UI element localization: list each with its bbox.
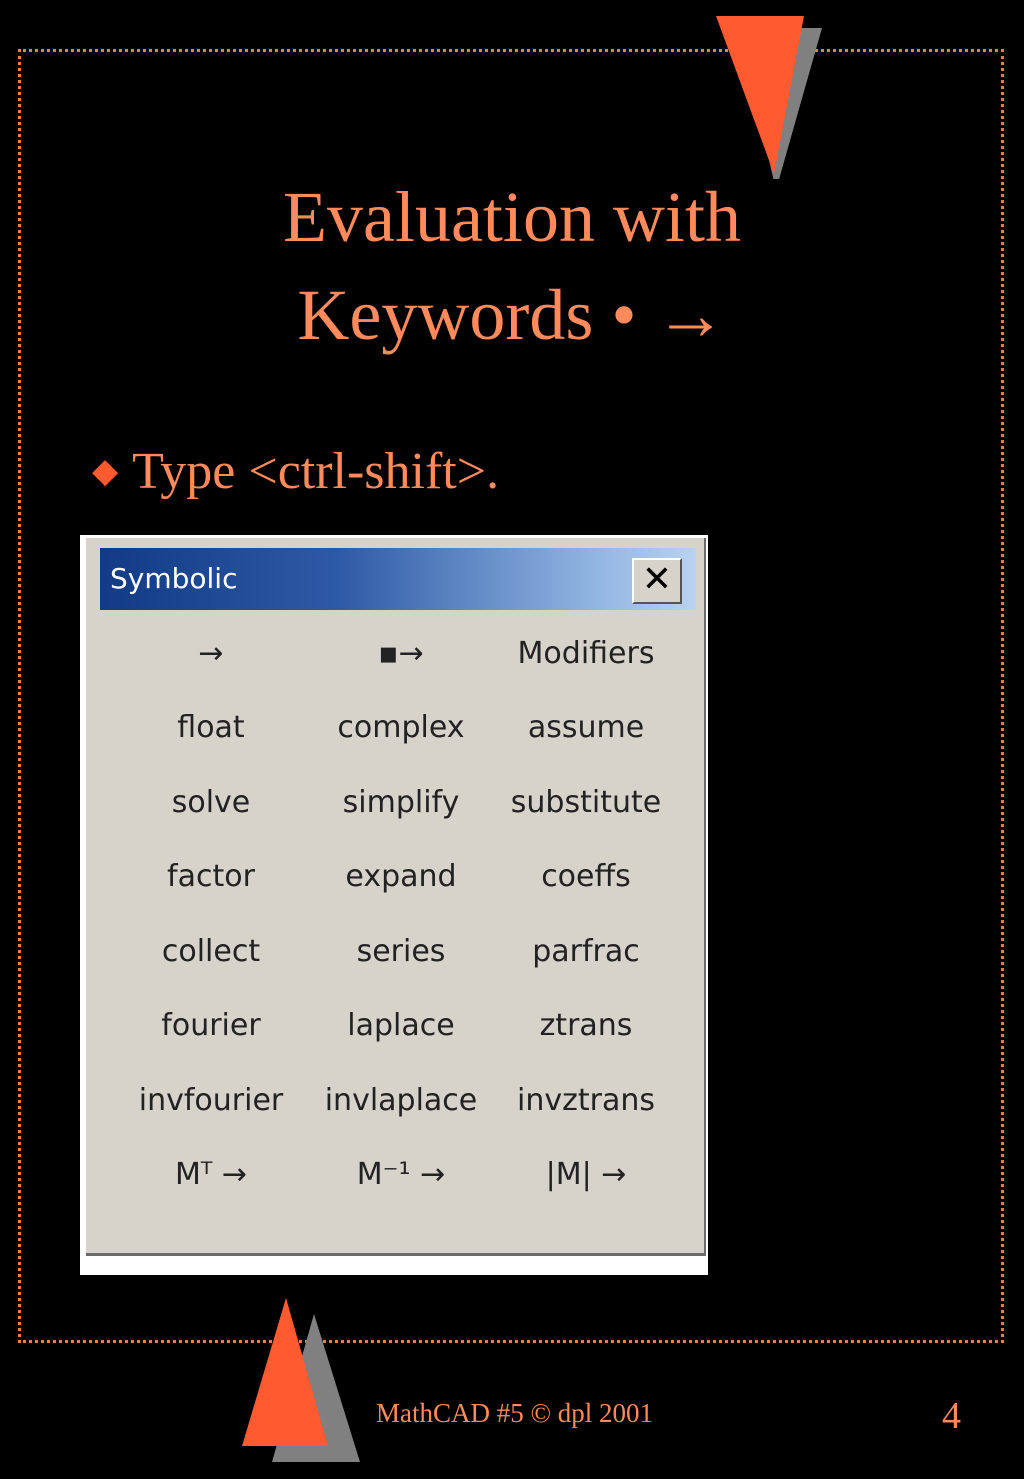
inverse-button[interactable]: M⁻¹ →: [356, 1157, 446, 1193]
determinant-button[interactable]: |M| →: [545, 1157, 627, 1193]
close-icon: ✕: [641, 559, 673, 600]
slide-title: [0, 168, 1024, 364]
window-title: Symbolic: [110, 562, 238, 595]
window-titlebar[interactable]: [100, 548, 696, 610]
close-button[interactable]: [632, 558, 682, 604]
parfrac-button[interactable]: parfrac: [532, 933, 640, 969]
factor-button[interactable]: factor: [167, 859, 255, 895]
bullet-text: Type <ctrl-shift>.: [132, 443, 500, 500]
laplace-button[interactable]: laplace: [347, 1008, 455, 1044]
substitute-button[interactable]: substitute: [510, 784, 662, 820]
title-line-1: Evaluation with: [283, 177, 741, 257]
page-number: 4: [942, 1395, 961, 1437]
complex-button[interactable]: complex: [337, 710, 465, 746]
invztrans-button[interactable]: invztrans: [517, 1082, 655, 1118]
solve-button[interactable]: solve: [171, 784, 251, 820]
symbolic-evaluation-button[interactable]: →: [198, 635, 224, 671]
float-button[interactable]: float: [177, 710, 245, 746]
symbolic-keyword-grid: [116, 616, 676, 1212]
triangle-decoration-bottom: [238, 1296, 364, 1466]
diamond-bullet-icon: ◆: [92, 453, 119, 490]
simplify-button[interactable]: simplify: [342, 784, 460, 820]
series-button[interactable]: series: [356, 933, 446, 969]
title-line-2: Keywords • →: [297, 275, 727, 355]
transpose-button[interactable]: Mᵀ →: [174, 1157, 248, 1193]
triangle-decoration-top: [710, 14, 830, 179]
bullet-item: [92, 440, 499, 504]
assume-button[interactable]: assume: [527, 710, 645, 746]
symbolic-toolbar-window: [86, 538, 706, 1256]
keyword-evaluation-button[interactable]: ▪→: [378, 635, 424, 671]
ztrans-button[interactable]: ztrans: [539, 1008, 633, 1044]
invlaplace-button[interactable]: invlaplace: [324, 1082, 478, 1118]
coeffs-button[interactable]: coeffs: [541, 859, 631, 895]
collect-button[interactable]: collect: [161, 933, 261, 969]
fourier-button[interactable]: fourier: [161, 1008, 261, 1044]
expand-button[interactable]: expand: [345, 859, 457, 895]
slide-footer: MathCAD #5 © dpl 2001: [376, 1398, 654, 1428]
invfourier-button[interactable]: invfourier: [138, 1082, 284, 1118]
modifiers-button[interactable]: Modifiers: [517, 635, 655, 671]
